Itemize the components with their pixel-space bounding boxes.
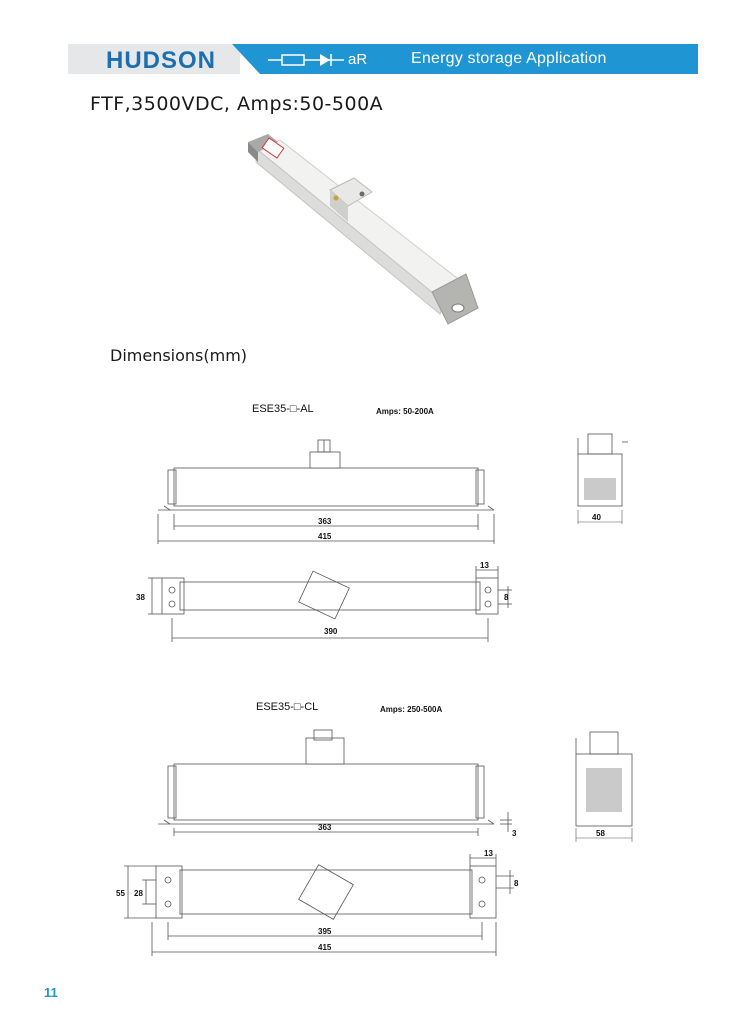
model-cl-side-view [150, 728, 520, 838]
dim-390: 390 [324, 627, 338, 636]
dim-363: 363 [318, 517, 332, 526]
dim-8: 8 [514, 879, 519, 888]
amps-label: Amps: 250-500A [380, 705, 443, 714]
brand-logo: HUDSON [106, 47, 217, 74]
dim-415: 415 [318, 532, 332, 541]
model-al-side-view [150, 438, 510, 550]
dim-28: 28 [134, 889, 143, 898]
dim-13: 13 [480, 561, 489, 570]
dimensions-heading: Dimensions(mm) [110, 346, 248, 365]
model-label: ESE35-□-CL [256, 701, 319, 713]
model-cl-end-view [566, 728, 642, 846]
amps-label: Amps: 50-200A [376, 407, 434, 416]
dim-13: 13 [484, 849, 493, 858]
fuse-symbol-icon [268, 52, 344, 68]
model-label: ESE35-□-AL [252, 403, 314, 415]
dim-8: 8 [504, 593, 509, 602]
dim-38: 38 [136, 593, 145, 602]
product-photo [244, 132, 494, 332]
dim-395: 395 [318, 927, 332, 936]
dim-58: 58 [596, 829, 605, 838]
dim-3: 3 [512, 829, 517, 838]
model-al-top-view [128, 560, 518, 650]
page-number: 11 [44, 985, 58, 1000]
model-al-end-view [566, 430, 636, 530]
dim-363: 363 [318, 823, 332, 832]
dim-40: 40 [592, 513, 601, 522]
product-title: FTF,3500VDC, Amps:50-500A [90, 93, 384, 115]
header-title: Energy storage Application [411, 50, 607, 67]
category-label: aR [348, 51, 368, 68]
model-cl-top-view [110, 848, 530, 960]
dim-55: 55 [116, 889, 125, 898]
dim-415: 415 [318, 943, 332, 952]
